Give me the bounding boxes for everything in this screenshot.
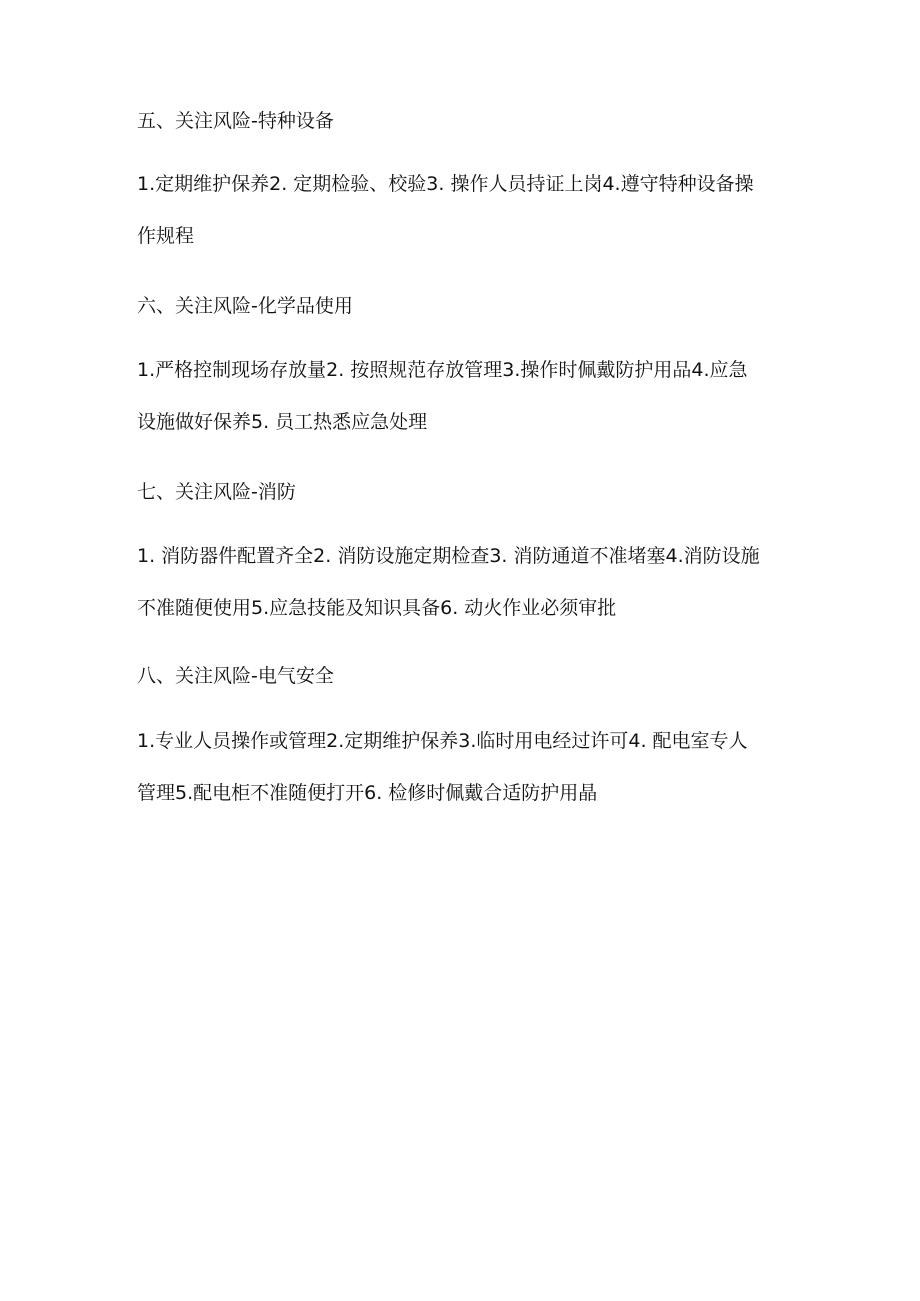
section-body-fire-protection xyxy=(137,530,787,634)
body-line: 不准随便使用5.应急技能及知识具备6. 动火作业必须审批 xyxy=(137,597,617,619)
section-body-special-equipment xyxy=(137,158,787,262)
section-heading-fire-protection: 七、关注风险-消防 xyxy=(137,481,296,503)
body-line: 1.定期维护保养2. 定期检验、校验3. 操作人员持证上岗4.遵守特种设备操 xyxy=(137,173,754,195)
body-line: 1.严格控制现场存放量2. 按照规范存放管理3.操作时佩戴防护用品4.应急 xyxy=(137,359,748,381)
section-heading-chemicals: 六、关注风险-化学品使用 xyxy=(137,295,353,317)
section-heading-special-equipment: 五、关注风险-特种设备 xyxy=(137,110,334,132)
body-line: 设施做好保养5. 员工热悉应急处理 xyxy=(137,411,428,433)
body-line: 1.专业人员操作或管理2.定期维护保养3.临时用电经过许可4. 配电室专人 xyxy=(137,730,748,752)
section-heading-electrical-safety: 八、关注风险-电气安全 xyxy=(137,665,334,687)
section-body-chemicals xyxy=(137,344,787,448)
section-body-electrical-safety xyxy=(137,715,787,819)
body-line: 管理5.配电柜不准随便打开6. 检修时佩戴合适防护用晶 xyxy=(137,782,598,804)
body-line: 1. 消防器件配置齐全2. 消防设施定期检查3. 消防通道不准堵塞4.消防设施 xyxy=(137,545,760,567)
body-line: 作规程 xyxy=(137,225,195,247)
